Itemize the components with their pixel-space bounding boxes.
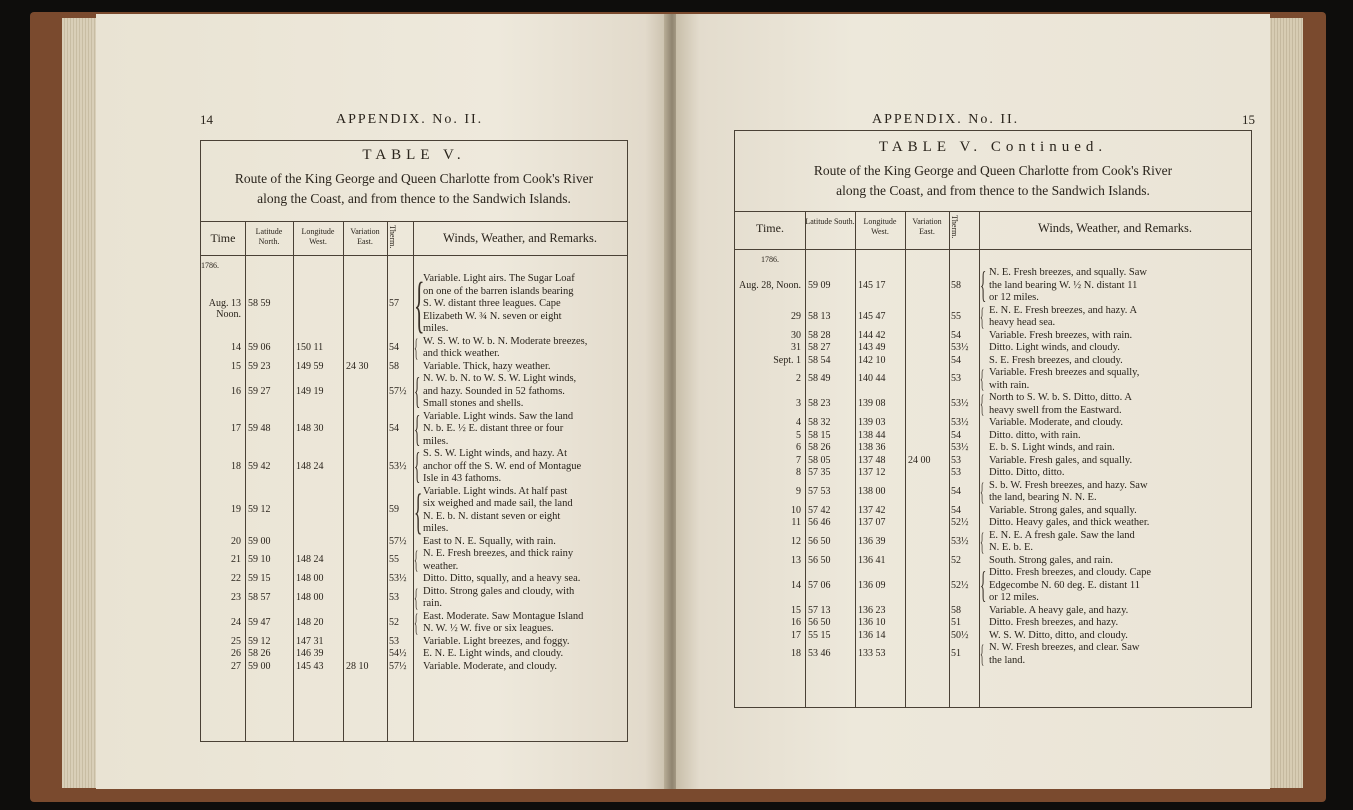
row-remark-line: W. S. W. to W. b. N. Moderate breezes, — [423, 335, 588, 347]
row-remark-line: N. b. E. ½ E. distant three or four — [423, 423, 564, 434]
row-remark-line: N. W. ½ W. five or six leagues. — [423, 623, 554, 634]
row-day: 12 — [791, 535, 801, 547]
row-day: Aug. 13 Noon. — [208, 298, 241, 320]
header-top-rule — [735, 211, 1251, 212]
row-brace: { — [980, 366, 985, 393]
row-longitude: 150 11 — [296, 341, 324, 353]
row-remark-line: S. b. W. Fresh breezes, and hazy. Saw — [989, 479, 1148, 491]
row-day: 11 — [791, 517, 801, 528]
row-remark-line: Ditto. Light winds, and cloudy. — [989, 342, 1120, 353]
row-day: 27 — [231, 660, 241, 672]
row-thermometer: 54 — [951, 429, 961, 441]
row-longitude: 133 53 — [858, 648, 886, 660]
row-longitude: 143 49 — [858, 342, 886, 353]
row-remark-line: miles. — [423, 435, 449, 447]
column-rule — [245, 221, 246, 741]
row-remark-line: weather. — [423, 560, 459, 572]
row-remark-line: Variable. Light breezes, and foggy. — [423, 635, 570, 647]
header-latitude: Latitude North. — [255, 227, 283, 246]
row-thermometer: 57 — [389, 298, 399, 309]
row-latitude: 59 10 — [248, 554, 271, 566]
row-latitude: 59 47 — [248, 616, 271, 628]
row-day: 24 — [231, 616, 241, 628]
table-title: TABLE V. Continued. — [878, 139, 1108, 155]
row-day: 23 — [231, 591, 241, 603]
header-remarks: Winds, Weather, and Remarks. — [443, 231, 597, 245]
row-latitude: 59 15 — [248, 573, 271, 584]
row-day: 18 — [791, 648, 801, 660]
row-thermometer: 53 — [951, 373, 961, 385]
row-latitude: 57 53 — [808, 485, 831, 497]
header-longitude: Longitude West. — [301, 227, 335, 246]
row-brace: { — [414, 482, 423, 539]
row-longitude: 148 30 — [296, 423, 324, 434]
row-longitude: 136 39 — [858, 535, 886, 547]
row-remark-line: Ditto. ditto, with rain. — [989, 429, 1081, 441]
row-latitude: 56 50 — [808, 535, 831, 547]
row-latitude: 57 42 — [808, 504, 831, 516]
row-brace: { — [980, 265, 987, 306]
row-latitude: 59 00 — [248, 660, 271, 672]
year-label: 1786. — [201, 261, 219, 270]
row-day: 8 — [796, 467, 801, 478]
row-thermometer: 53½ — [951, 442, 969, 453]
row-latitude: 59 27 — [248, 385, 271, 397]
row-remark-line: E. N. E. A fresh gale. Saw the land — [989, 529, 1135, 541]
row-longitude: 149 19 — [296, 385, 324, 397]
row-longitude: 148 24 — [296, 554, 324, 566]
row-remark-line: N. E. Fresh breezes, and thick rainy — [423, 548, 574, 559]
row-remark-line: Ditto. Strong gales and cloudy, with — [423, 585, 575, 597]
row-thermometer: 55 — [951, 310, 961, 322]
row-longitude: 137 42 — [858, 504, 886, 516]
row-remark-line: Variable. Thick, hazy weather. — [423, 360, 551, 372]
row-thermometer: 53 — [951, 467, 961, 478]
row-brace: { — [980, 478, 985, 506]
row-brace: { — [414, 269, 425, 339]
row-latitude: 56 46 — [808, 517, 831, 528]
row-remark-line: N. W. Fresh breezes, and clear. Saw — [989, 642, 1140, 653]
row-latitude: 58 26 — [808, 442, 831, 453]
row-longitude: 148 00 — [296, 573, 324, 584]
row-brace: { — [414, 584, 419, 612]
row-thermometer: 54 — [389, 341, 399, 353]
row-thermometer: 54½ — [389, 648, 407, 659]
row-longitude: 139 08 — [858, 398, 886, 410]
row-remark-line: on one of the barren islands bearing — [423, 285, 574, 297]
row-day: Sept. 1 — [773, 354, 801, 366]
row-latitude: 53 46 — [808, 648, 831, 660]
row-thermometer: 52½ — [951, 517, 969, 528]
row-latitude: 58 15 — [808, 429, 831, 441]
row-thermometer: 57½ — [389, 385, 407, 397]
row-latitude: 59 00 — [248, 535, 271, 547]
row-day: 15 — [791, 604, 801, 616]
row-day: 31 — [791, 342, 801, 353]
row-latitude: 56 50 — [808, 554, 831, 566]
row-remark-line: Variable. Light winds. Saw the land — [423, 410, 574, 422]
row-thermometer: 54 — [951, 354, 961, 366]
row-latitude: 56 50 — [808, 617, 831, 628]
row-longitude: 138 44 — [858, 429, 886, 441]
running-head: APPENDIX. No. II. — [872, 112, 1020, 127]
row-latitude: 59 12 — [248, 635, 271, 647]
row-remark-line: Variable. Light airs. The Sugar Loaf — [423, 273, 575, 284]
row-day: 22 — [231, 573, 241, 584]
row-latitude: 58 23 — [808, 398, 831, 410]
row-longitude: 138 00 — [858, 485, 886, 497]
row-remark-line: Ditto. Ditto, squally, and a heavy sea. — [423, 573, 581, 584]
row-day: 13 — [791, 554, 801, 566]
column-rule — [343, 221, 344, 741]
row-longitude: 145 17 — [858, 279, 886, 291]
row-latitude: 58 28 — [808, 329, 831, 341]
row-day: 9 — [796, 485, 801, 497]
row-day: 30 — [791, 329, 801, 341]
row-remark-line: the land, bearing N. N. E. — [989, 492, 1097, 503]
row-day: 21 — [231, 554, 241, 566]
row-remark-line: and hazy. Sounded in 52 fathoms. — [423, 385, 565, 397]
row-latitude: 59 06 — [248, 341, 271, 353]
row-remark-line: the land. — [989, 654, 1026, 666]
row-longitude: 142 10 — [858, 354, 886, 366]
header-variation: Variation East. — [912, 217, 942, 236]
row-remark-line: anchor off the S. W. end of Montague — [423, 460, 582, 472]
row-remark-line: Variable. Fresh breezes and squally, — [989, 367, 1140, 378]
row-thermometer: 58 — [951, 604, 961, 616]
column-rule — [387, 221, 388, 741]
row-longitude: 137 48 — [858, 454, 886, 466]
table-frame — [734, 130, 1252, 708]
row-remark-line: Ditto. Fresh breezes, and cloudy. Cape — [989, 567, 1152, 578]
row-thermometer: 52 — [389, 616, 399, 628]
row-remark-line: and thick weather. — [423, 348, 500, 359]
row-thermometer: 53½ — [951, 535, 969, 547]
row-day: 17 — [231, 423, 241, 434]
row-brace: { — [980, 528, 985, 556]
row-remark-line: S. S. W. Light winds, and hazy. At — [423, 448, 567, 459]
row-thermometer: 58 — [951, 279, 961, 291]
header-thermometer: Therm. — [388, 225, 397, 249]
column-rule — [949, 211, 950, 707]
row-thermometer: 54 — [951, 485, 961, 497]
row-thermometer: 53 — [389, 591, 399, 603]
row-day: 5 — [796, 429, 801, 441]
row-latitude: 58 26 — [248, 648, 271, 659]
row-brace: { — [414, 609, 419, 637]
row-thermometer: 54 — [951, 329, 961, 341]
row-remark-line: North to S. W. b. S. Ditto, ditto. A — [989, 392, 1132, 403]
row-day: 18 — [231, 460, 241, 472]
row-latitude: 55 15 — [808, 629, 831, 641]
row-remark-line: Small stones and shells. — [423, 398, 524, 409]
row-thermometer: 57½ — [389, 535, 407, 547]
right-page — [676, 14, 1270, 789]
row-remark-line: East to N. E. Squally, with rain. — [423, 535, 556, 547]
row-longitude: 145 43 — [296, 660, 324, 672]
row-longitude: 137 07 — [858, 517, 886, 528]
header-bottom-rule — [735, 249, 1251, 250]
row-latitude: 59 23 — [248, 360, 271, 372]
row-day: 4 — [796, 417, 801, 428]
row-remark-line: South. Strong gales, and rain. — [989, 554, 1113, 566]
row-remark-line: Ditto. Fresh breezes, and hazy. — [989, 617, 1119, 628]
row-longitude: 149 59 — [296, 360, 324, 372]
row-longitude: 145 47 — [858, 310, 886, 322]
table-frame — [200, 140, 628, 742]
row-remark-line: Ditto. Ditto, ditto. — [989, 467, 1065, 478]
row-remark-line: with rain. — [989, 379, 1030, 391]
row-remark-line: miles. — [423, 523, 449, 534]
row-thermometer: 53 — [951, 454, 961, 466]
row-longitude: 148 00 — [296, 591, 324, 603]
row-latitude: 58 59 — [248, 298, 271, 309]
row-brace: { — [414, 408, 421, 450]
row-brace: { — [414, 371, 421, 412]
row-remark-line: rain. — [423, 598, 442, 609]
row-day: 20 — [231, 535, 241, 547]
row-thermometer: 57½ — [389, 660, 407, 672]
row-longitude: 147 31 — [296, 635, 324, 647]
header-time: Time — [210, 231, 236, 245]
row-thermometer: 53½ — [951, 417, 969, 428]
row-thermometer: 50½ — [951, 629, 969, 641]
column-rule — [293, 221, 294, 741]
row-remark-line: Ditto. Heavy gales, and thick weather. — [989, 517, 1150, 528]
row-thermometer: 58 — [389, 360, 399, 372]
row-day: 16 — [791, 617, 801, 628]
row-day: 14 — [791, 579, 801, 591]
row-variation: 24 00 — [908, 454, 931, 466]
row-remark-line: S. E. Fresh breezes, and cloudy. — [989, 354, 1123, 366]
table-caption-line2: along the Coast, and from thence to the Sandwich Islands. — [836, 183, 1150, 198]
row-latitude: 58 49 — [808, 373, 831, 385]
row-remark-line: W. S. W. Ditto, ditto, and cloudy. — [989, 629, 1128, 641]
table-title: TABLE V. — [362, 147, 466, 163]
row-longitude: 136 09 — [858, 579, 886, 591]
row-longitude: 137 12 — [858, 467, 886, 478]
row-day: 29 — [791, 310, 801, 322]
row-latitude: 58 27 — [808, 342, 831, 353]
row-variation: 24 30 — [346, 360, 369, 372]
row-longitude: 138 36 — [858, 442, 886, 453]
row-latitude: 58 05 — [808, 454, 831, 466]
row-remark-line: the land bearing W. ½ N. distant 11 — [989, 279, 1138, 291]
page-number: 14 — [200, 112, 213, 127]
row-longitude: 136 10 — [858, 617, 886, 628]
row-thermometer: 53½ — [389, 573, 407, 584]
row-thermometer: 51 — [951, 617, 961, 628]
row-remark-line: S. W. distant three leagues. Cape — [423, 298, 561, 309]
row-remark-line: Elizabeth W. ¾ N. seven or eight — [423, 310, 562, 322]
row-thermometer: 54 — [951, 504, 961, 516]
row-longitude: 136 14 — [858, 629, 886, 641]
row-remark-line: N. W. b. N. to W. S. W. Light winds, — [423, 373, 577, 384]
row-thermometer: 53 — [389, 635, 399, 647]
row-latitude: 57 13 — [808, 604, 831, 616]
row-remark-line: heavy swell from the Eastward. — [989, 404, 1122, 416]
row-longitude: 139 03 — [858, 417, 886, 428]
row-brace: { — [980, 565, 987, 606]
row-remark-line: E. N. E. Light winds, and cloudy. — [423, 648, 564, 659]
row-remark-line: miles. — [423, 323, 449, 334]
row-latitude: 59 12 — [248, 504, 271, 516]
row-day: 15 — [231, 360, 241, 372]
row-longitude: 140 44 — [858, 373, 886, 385]
row-remark-line: N. E. Fresh breezes, and squally. Saw — [989, 267, 1147, 278]
header-top-rule — [201, 221, 627, 222]
row-latitude: 58 13 — [808, 310, 831, 322]
row-remark-line: N. E. b. E. — [989, 542, 1034, 553]
row-remark-line: Variable. Light winds. At half past — [423, 485, 568, 497]
table-caption-line1: Route of the King George and Queen Charlotte from Cook's River — [813, 163, 1173, 178]
row-latitude: 57 35 — [808, 467, 831, 478]
header-variation: Variation East. — [350, 227, 380, 246]
row-day: 6 — [796, 442, 801, 453]
row-day: 2 — [796, 373, 801, 385]
row-day: Aug. 28, Noon. — [739, 279, 801, 291]
row-remark-line: heavy head sea. — [989, 317, 1056, 328]
row-latitude: 57 06 — [808, 579, 831, 591]
row-longitude: 136 23 — [858, 604, 886, 616]
row-remark-line: East. Moderate. Saw Montague Island — [423, 610, 584, 622]
row-brace: { — [980, 303, 985, 331]
row-latitude: 58 32 — [808, 417, 831, 428]
row-longitude: 148 20 — [296, 616, 324, 628]
row-day: 26 — [231, 648, 241, 659]
row-day: 3 — [796, 398, 801, 410]
left-page — [96, 14, 668, 789]
row-day: 25 — [231, 635, 241, 647]
header-latitude: Latitude South. — [805, 217, 855, 226]
page-number: 15 — [1242, 112, 1255, 127]
running-head: APPENDIX. No. II. — [336, 112, 484, 127]
row-day: 16 — [231, 385, 241, 397]
row-latitude: 58 57 — [248, 591, 271, 603]
row-remark-line: N. E. b. N. distant seven or eight — [423, 510, 561, 522]
row-longitude: 136 41 — [858, 554, 886, 566]
row-thermometer: 59 — [389, 504, 399, 516]
year-label: 1786. — [761, 255, 779, 264]
row-latitude: 59 48 — [248, 423, 271, 434]
row-remark-line: Isle in 43 fathoms. — [423, 473, 502, 484]
row-remark-line: Edgecombe N. 60 deg. E. distant 11 — [989, 579, 1140, 591]
row-longitude: 144 42 — [858, 329, 886, 341]
column-rule — [905, 211, 906, 707]
row-remark-line: Variable. Fresh gales, and squally. — [989, 454, 1133, 466]
row-longitude: 148 24 — [296, 460, 324, 472]
row-brace: { — [414, 547, 419, 574]
row-brace: { — [980, 641, 985, 668]
row-day: 17 — [791, 629, 801, 641]
header-longitude: Longitude West. — [863, 217, 897, 236]
row-variation: 28 10 — [346, 660, 369, 672]
header-remarks: Winds, Weather, and Remarks. — [1038, 221, 1192, 235]
header-thermometer: Therm. — [950, 215, 959, 239]
row-latitude: 59 42 — [248, 460, 271, 472]
header-time: Time. — [756, 221, 784, 235]
column-rule — [855, 211, 856, 707]
row-day: 19 — [231, 504, 241, 516]
table-caption-line2: along the Coast, and from thence to the Sandwich Islands. — [257, 191, 571, 206]
row-remark-line: Variable. Strong gales, and squally. — [989, 504, 1137, 516]
row-latitude: 59 09 — [808, 279, 831, 291]
row-remark-line: Variable. A heavy gale, and hazy. — [989, 604, 1129, 616]
row-remark-line: Variable. Moderate, and cloudy. — [989, 417, 1124, 428]
row-thermometer: 54 — [389, 423, 399, 434]
row-thermometer: 53½ — [951, 398, 969, 410]
row-remark-line: E. N. E. Fresh breezes, and hazy. A — [989, 304, 1138, 316]
column-rule — [805, 211, 806, 707]
header-bottom-rule — [201, 255, 627, 256]
row-longitude: 146 39 — [296, 648, 324, 659]
row-thermometer: 52½ — [951, 579, 969, 591]
row-thermometer: 53½ — [389, 460, 407, 472]
row-remark-line: Variable. Moderate, and cloudy. — [423, 660, 558, 672]
row-remark-line: E. b. S. Light winds, and rain. — [989, 442, 1115, 453]
row-remark-line: Variable. Fresh breezes, with rain. — [989, 329, 1133, 341]
row-brace: { — [414, 446, 421, 487]
row-day: 10 — [791, 504, 801, 516]
row-remark-line: six weighed and made sail, the land — [423, 498, 573, 509]
row-remark-line: or 12 miles. — [989, 592, 1039, 603]
row-day: 14 — [231, 341, 241, 353]
row-day: 7 — [796, 454, 801, 466]
row-remark-line: or 12 miles. — [989, 292, 1039, 303]
row-latitude: 58 54 — [808, 354, 831, 366]
row-brace: { — [980, 391, 985, 418]
row-thermometer: 53½ — [951, 342, 969, 353]
table-caption-line1: Route of the King George and Queen Charlotte from Cook's River — [234, 171, 594, 186]
row-brace: { — [414, 334, 419, 362]
row-thermometer: 55 — [389, 554, 399, 566]
row-thermometer: 52 — [951, 554, 961, 566]
row-thermometer: 51 — [951, 648, 961, 660]
